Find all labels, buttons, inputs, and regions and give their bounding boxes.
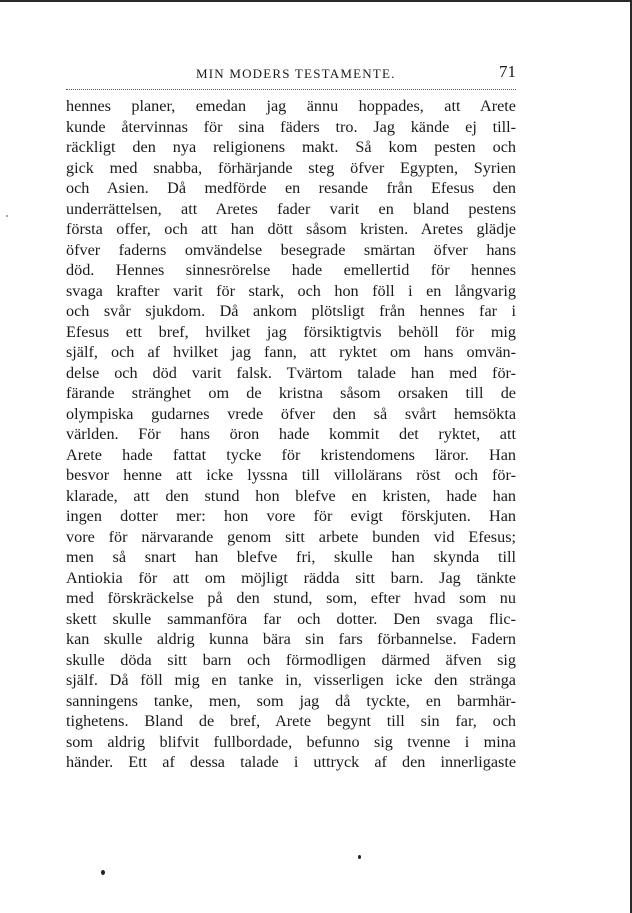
page-header (66, 62, 516, 86)
ink-speck (6, 215, 8, 217)
text-line: och svår sjukdom. Då ankom plötsligt från hennes far i (66, 302, 516, 320)
text-line: räckligt den nya religionens makt. Så kom pesten och (66, 138, 516, 156)
text-line: händer. Ett af dessa talade i uttryck af den innerligaste (66, 753, 516, 771)
text-line: men så snart han blefve fri, skulle han skynda till (66, 548, 516, 566)
text-line: olympiska gudarnes vrede öfver den så svårt hemsökta (66, 404, 516, 423)
text-line: Arete hade fattat tycke för kristendomens läror. Han (66, 445, 516, 464)
text-line: hennes planer, emedan jag ännu hoppades, att Arete (66, 97, 516, 115)
page-top-border (0, 0, 632, 2)
text-line: död. Hennes sinnesrörelse hade emellertid för hennes (66, 261, 516, 279)
text-line: besvor henne att icke lyssna till villolärans röst och för- (66, 466, 516, 484)
text-line: underrättelsen, att Aretes fader varit en bland pestens (66, 199, 516, 218)
text-line: själf. Då föll mig en tanke in, visserligen icke den stränga (66, 671, 516, 689)
text-line: själf, och af hvilket jag fann, att ryktet om hans omvän- (66, 343, 516, 361)
text-line: tighetens. Bland de bref, Arete begynt till sin far, och (66, 712, 516, 730)
text-line: delse och död varit falsk. Tvärtom talade han med för- (66, 363, 516, 382)
ink-speck (101, 870, 105, 875)
text-line: med förskräckelse på den stund, som, efter hvad som nu (66, 589, 516, 607)
text-line: öfver faderns omvändelse besegrade smärtan öfver hans (66, 240, 516, 259)
text-line: gick med snabba, förhärjande steg öfver Egypten, Syrien (66, 158, 516, 177)
text-line: ingen dotter mer: hon vore för evigt förskjuten. Han (66, 507, 516, 525)
text-line: skulle döda sitt barn och förmodligen därmed äfven sig (66, 650, 516, 669)
text-line: och Asien. Då medförde en resande från Efesus den (66, 179, 516, 197)
ink-speck (358, 855, 361, 859)
text-line: världen. För hans öron hade kommit det ryktet, att (66, 425, 516, 443)
running-title: MIN MODERS TESTAMENTE. (196, 66, 396, 81)
body-text (66, 96, 516, 773)
header-divider (66, 89, 516, 90)
text-line: första offer, och att han dött såsom kristen. Aretes glädje (66, 220, 516, 238)
text-line: vore för närvarande genom sitt arbete bunden vid Efesus; (66, 527, 516, 546)
text-line: kunde återvinnas för sina fäders tro. Jag kände ej till- (66, 117, 516, 136)
text-line: skett skulle sammanföra far och dotter. Den svaga flic- (66, 609, 516, 628)
text-line: färande stränghet om de kristna såsom orsaken till de (66, 384, 516, 402)
text-line: sanningens tanke, men, som jag då tyckte, en barmhär- (66, 691, 516, 710)
text-line: kan skulle aldrig kunna bära sin fars förbannelse. Fadern (66, 630, 516, 648)
text-line: klarade, att den stund hon blefve en kristen, hade han (66, 486, 516, 505)
text-line: Antiokia för att om möjligt rädda sitt barn. Jag tänkte (66, 568, 516, 587)
text-line: Efesus ett bref, hvilket jag försiktigtvis behöll för mig (66, 322, 516, 341)
text-line: som aldrig blifvit fullbordade, befunno sig tvenne i mina (66, 732, 516, 751)
page-number: 71 (499, 62, 516, 81)
text-line: svaga krafter varit för stark, och hon föll i en långvarig (66, 281, 516, 300)
